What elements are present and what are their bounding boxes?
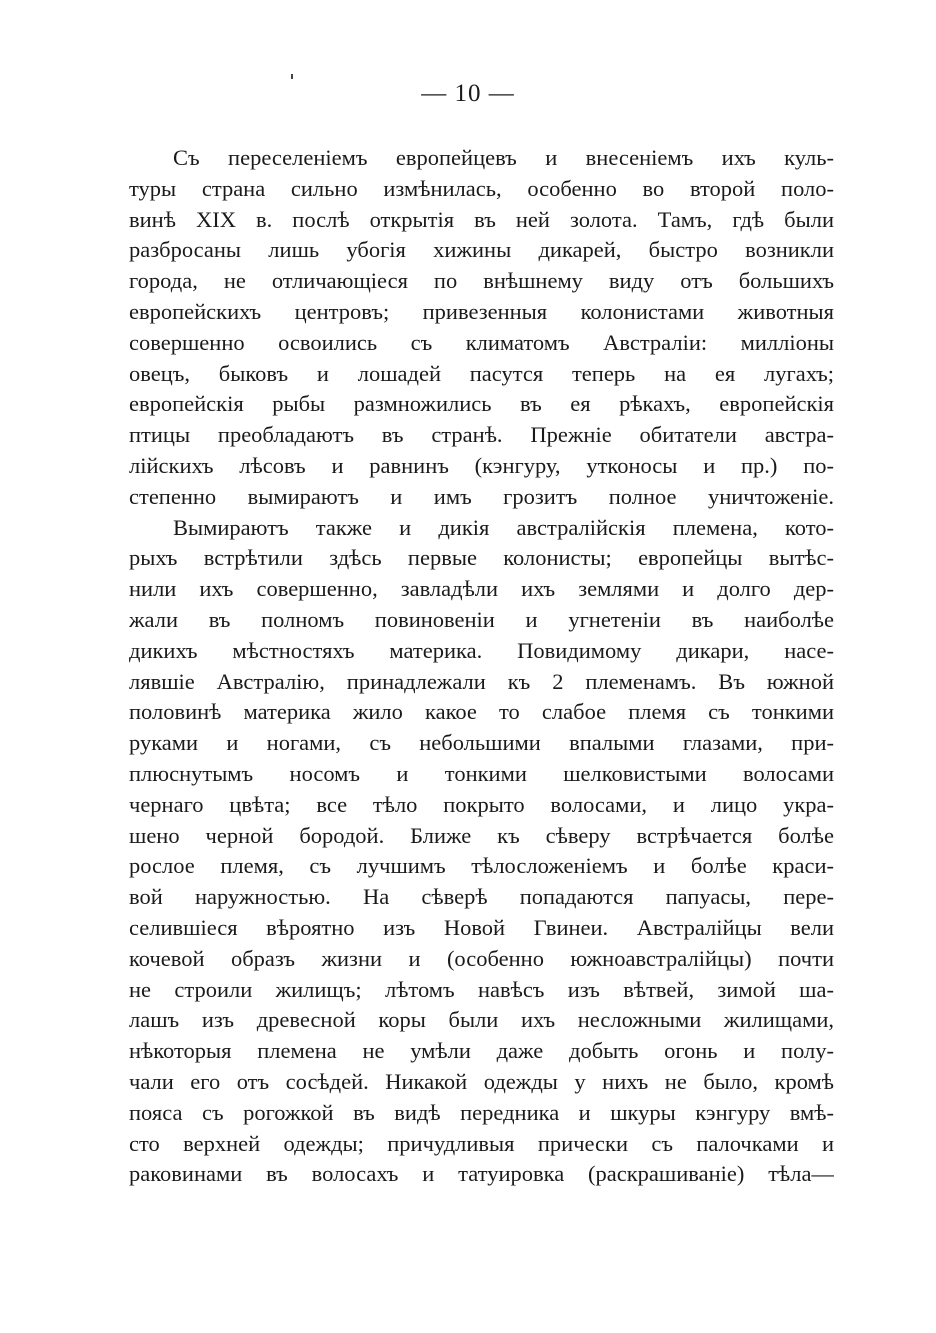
paragraph-2-line-11: шено черной бородой. Ближе къ сѣверу встрѣчается болѣе bbox=[129, 822, 834, 848]
paragraph-2-line-5: дикихъ мѣстностяхъ материка. Повидимому дикари, насе- bbox=[129, 637, 834, 663]
paragraph-1-line-1: Съ переселеніемъ европейцевъ и внесеніемъ ихъ куль- bbox=[173, 145, 834, 170]
paragraph-2-line-12: рослое племя, съ лучшимъ тѣлосложеніемъ и болѣе краси- bbox=[129, 853, 834, 879]
paragraph-1-line-5: города, не отличающіеся по внѣшнему виду отъ большихъ bbox=[129, 268, 834, 294]
paragraph-1-line-6: европейскихъ центровъ; привезенныя колонистами животныя bbox=[129, 298, 834, 324]
paragraph-1-line-4: разбросаны лишь убогія хижины дикарей, быстро возникли bbox=[129, 237, 834, 263]
paragraph-2-line-16: не строили жилищъ; лѣтомъ навѣсъ изъ вѣтвей, зимой ша- bbox=[129, 976, 834, 1002]
page-number: — 10 — bbox=[421, 80, 515, 107]
paragraph-2-line-21: сто верхней одежды; причудливыя прически съ палочками и bbox=[129, 1130, 834, 1156]
paragraph-1-line-11: лійскихъ лѣсовъ и равнинъ (кэнгуру, утконосы и пр.) по- bbox=[129, 452, 834, 478]
paragraph-2-line-18: нѣкоторыя племена не умѣли даже добыть огонь и полу- bbox=[129, 1038, 834, 1064]
paragraph-1-line-10: птицы преобладаютъ въ странѣ. Прежніе обитатели австра- bbox=[129, 422, 834, 448]
paragraph-2-line-10: чернаго цвѣта; все тѣло покрыто волосами, и лицо укра- bbox=[129, 791, 834, 817]
paragraph-2-line-20: пояса съ рогожкой въ видѣ передника и шкуры кэнгуру вмѣ- bbox=[129, 1099, 834, 1125]
paragraph-2-line-14: селившіеся вѣроятно изъ Новой Гвинеи. Австралійцы вели bbox=[129, 914, 834, 940]
body-text bbox=[129, 143, 834, 1190]
paragraph-2-line-7: половинѣ материка жило какое то слабое племя съ тонкими bbox=[129, 699, 834, 725]
paragraph-1-line-12: степенно вымираютъ и имъ грозитъ полное уничтоженіе. bbox=[129, 483, 834, 509]
paragraph-2-line-15: кочевой образъ жизни и (особенно южноавстралійцы) почти bbox=[129, 945, 834, 971]
paragraph-1-line-3: винѣ XIX в. послѣ открытія въ ней золота. Тамъ, гдѣ были bbox=[129, 206, 834, 232]
paragraph-2-line-6: лявшіе Австралію, принадлежали къ 2 племенамъ. Въ южной bbox=[129, 668, 834, 694]
paragraph-2-line-3: нили ихъ совершенно, завладѣли ихъ землями и долго дер- bbox=[129, 576, 834, 602]
paragraph-2-line-8: руками и ногами, съ небольшими впалыми глазами, при- bbox=[129, 730, 834, 756]
paragraph-2-line-1: Вымираютъ также и дикія австралійскія племена, кото- bbox=[173, 514, 834, 540]
paragraph-2-line-17: лашъ изъ древесной коры были ихъ несложными жилищами, bbox=[129, 1007, 834, 1033]
paragraph-1-line-2: туры страна сильно измѣнилась, особенно во второй поло- bbox=[129, 175, 834, 201]
paragraph-2-line-13: вой наружностью. На сѣверѣ попадаются папуасы, пере- bbox=[129, 884, 834, 910]
paragraph-1-line-9: европейскія рыбы размножились въ ея рѣкахъ, европейскія bbox=[129, 391, 834, 417]
paragraph-2-line-9: плюснутымъ носомъ и тонкими шелковистыми волосами bbox=[129, 760, 834, 786]
paragraph-1-line-7: совершенно освоились съ климатомъ Австраліи: милліоны bbox=[129, 329, 834, 355]
paragraph-2-line-2: рыхъ встрѣтили здѣсь первые колонисты; европейцы вытѣс- bbox=[129, 545, 834, 571]
paragraph-1-line-8: овецъ, быковъ и лошадей пасутся теперь на ея лугахъ; bbox=[129, 360, 834, 386]
paragraph-2-line-19: чали его отъ сосѣдей. Никакой одежды у нихъ не было, кромѣ bbox=[129, 1068, 834, 1094]
paragraph-2-line-22: раковинами въ волосахъ и татуировка (раскрашиваніе) тѣла— bbox=[129, 1161, 834, 1187]
paragraph-2-line-4: жали въ полномъ повиновеніи и угнетеніи въ наиболѣе bbox=[129, 606, 834, 632]
ink-speck bbox=[291, 74, 293, 79]
